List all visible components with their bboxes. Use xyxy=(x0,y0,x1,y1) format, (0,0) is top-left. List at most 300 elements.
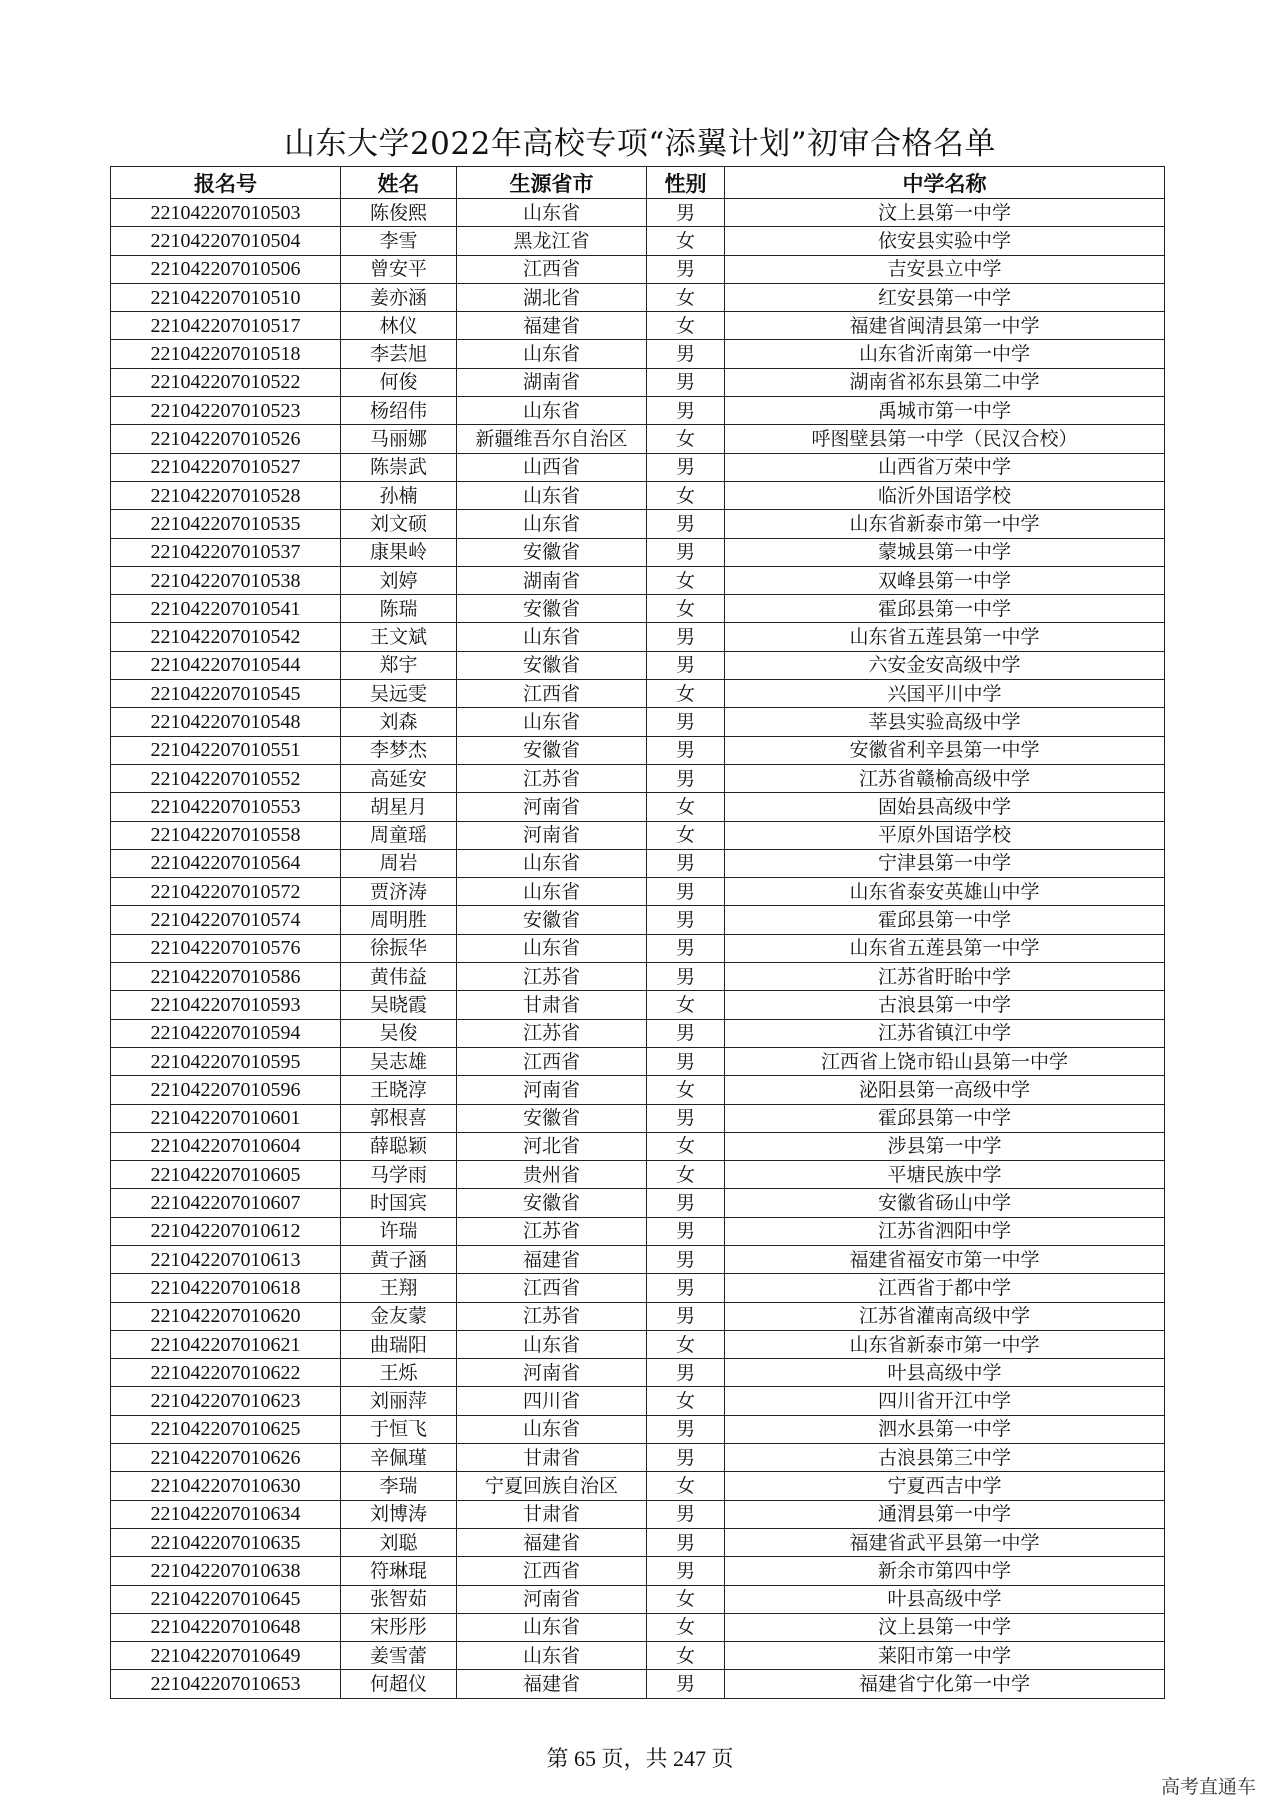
province-cell: 山东省 xyxy=(457,1415,647,1443)
gender-cell: 女 xyxy=(647,1585,725,1613)
province-cell: 湖南省 xyxy=(457,368,647,396)
table-row xyxy=(111,283,1165,311)
school-cell: 吉安县立中学 xyxy=(725,255,1165,283)
gender-cell: 女 xyxy=(647,1613,725,1641)
registration-number-cell: 221042207010586 xyxy=(111,963,341,991)
school-cell: 泗水县第一中学 xyxy=(725,1415,1165,1443)
school-cell: 泌阳县第一高级中学 xyxy=(725,1076,1165,1104)
school-cell: 新余市第四中学 xyxy=(725,1557,1165,1585)
school-cell: 江苏省赣榆高级中学 xyxy=(725,764,1165,792)
province-cell: 福建省 xyxy=(457,312,647,340)
gender-cell: 女 xyxy=(647,1472,725,1500)
gender-cell: 女 xyxy=(647,227,725,255)
school-cell: 福建省福安市第一中学 xyxy=(725,1245,1165,1273)
registration-number-cell: 221042207010545 xyxy=(111,680,341,708)
gender-cell: 男 xyxy=(647,1274,725,1302)
gender-cell: 女 xyxy=(647,1330,725,1358)
province-cell: 山东省 xyxy=(457,481,647,509)
name-cell: 黄伟益 xyxy=(341,963,457,991)
name-cell: 王烁 xyxy=(341,1359,457,1387)
table-row xyxy=(111,1245,1165,1273)
watermark: 高考直通车 xyxy=(1160,1776,1256,1798)
gender-cell: 男 xyxy=(647,1359,725,1387)
school-cell: 霍邱县第一中学 xyxy=(725,1104,1165,1132)
table-row xyxy=(111,934,1165,962)
header-registration-number: 报名号 xyxy=(111,167,341,199)
registration-number-cell: 221042207010526 xyxy=(111,425,341,453)
name-cell: 薛聪颖 xyxy=(341,1132,457,1160)
registration-number-cell: 221042207010572 xyxy=(111,878,341,906)
registration-number-cell: 221042207010613 xyxy=(111,1245,341,1273)
roster-table xyxy=(110,166,1165,1699)
province-cell: 河南省 xyxy=(457,1585,647,1613)
page-title: 山东大学2022年高校专项“添翼计划”初审合格名单 xyxy=(283,126,997,162)
name-cell: 何俊 xyxy=(341,368,457,396)
name-cell: 吴志雄 xyxy=(341,1047,457,1075)
school-cell: 平原外国语学校 xyxy=(725,821,1165,849)
province-cell: 新疆维吾尔自治区 xyxy=(457,425,647,453)
registration-number-cell: 221042207010564 xyxy=(111,849,341,877)
school-cell: 江苏省盱眙中学 xyxy=(725,963,1165,991)
table-row xyxy=(111,368,1165,396)
table-row xyxy=(111,255,1165,283)
registration-number-cell: 221042207010595 xyxy=(111,1047,341,1075)
school-cell: 叶县高级中学 xyxy=(725,1359,1165,1387)
registration-number-cell: 221042207010523 xyxy=(111,397,341,425)
province-cell: 山东省 xyxy=(457,708,647,736)
school-cell: 叶县高级中学 xyxy=(725,1585,1165,1613)
table-row xyxy=(111,510,1165,538)
table-row xyxy=(111,878,1165,906)
province-cell: 山东省 xyxy=(457,199,647,227)
school-cell: 江西省上饶市铅山县第一中学 xyxy=(725,1047,1165,1075)
gender-cell: 男 xyxy=(647,849,725,877)
table-row xyxy=(111,963,1165,991)
name-cell: 姜亦涵 xyxy=(341,283,457,311)
name-cell: 刘聪 xyxy=(341,1528,457,1556)
province-cell: 安徽省 xyxy=(457,538,647,566)
registration-number-cell: 221042207010612 xyxy=(111,1217,341,1245)
table-row xyxy=(111,1217,1165,1245)
table-row xyxy=(111,453,1165,481)
name-cell: 刘博涛 xyxy=(341,1500,457,1528)
gender-cell: 女 xyxy=(647,991,725,1019)
table-row xyxy=(111,793,1165,821)
gender-cell: 男 xyxy=(647,1500,725,1528)
province-cell: 安徽省 xyxy=(457,736,647,764)
registration-number-cell: 221042207010517 xyxy=(111,312,341,340)
gender-cell: 男 xyxy=(647,199,725,227)
school-cell: 古浪县第一中学 xyxy=(725,991,1165,1019)
registration-number-cell: 221042207010601 xyxy=(111,1104,341,1132)
province-cell: 福建省 xyxy=(457,1670,647,1698)
gender-cell: 男 xyxy=(647,397,725,425)
table-row xyxy=(111,1415,1165,1443)
name-cell: 李雪 xyxy=(341,227,457,255)
gender-cell: 男 xyxy=(647,878,725,906)
school-cell: 山东省新泰市第一中学 xyxy=(725,510,1165,538)
province-cell: 江西省 xyxy=(457,1047,647,1075)
gender-cell: 男 xyxy=(647,1415,725,1443)
school-cell: 禹城市第一中学 xyxy=(725,397,1165,425)
gender-cell: 男 xyxy=(647,764,725,792)
school-cell: 安徽省砀山中学 xyxy=(725,1189,1165,1217)
table-row xyxy=(111,1161,1165,1189)
registration-number-cell: 221042207010527 xyxy=(111,453,341,481)
province-cell: 贵州省 xyxy=(457,1161,647,1189)
province-cell: 江西省 xyxy=(457,680,647,708)
registration-number-cell: 221042207010510 xyxy=(111,283,341,311)
school-cell: 依安县实验中学 xyxy=(725,227,1165,255)
table-row xyxy=(111,736,1165,764)
province-cell: 江苏省 xyxy=(457,764,647,792)
registration-number-cell: 221042207010553 xyxy=(111,793,341,821)
registration-number-cell: 221042207010623 xyxy=(111,1387,341,1415)
name-cell: 李芸旭 xyxy=(341,340,457,368)
province-cell: 河南省 xyxy=(457,1076,647,1104)
name-cell: 陈瑞 xyxy=(341,595,457,623)
page-number: 第 65 页，共 247 页 xyxy=(546,1746,734,1771)
school-cell: 山东省泰安英雄山中学 xyxy=(725,878,1165,906)
registration-number-cell: 221042207010544 xyxy=(111,651,341,679)
province-cell: 江苏省 xyxy=(457,1302,647,1330)
table-row xyxy=(111,991,1165,1019)
name-cell: 王翔 xyxy=(341,1274,457,1302)
registration-number-cell: 221042207010518 xyxy=(111,340,341,368)
name-cell: 符琳琨 xyxy=(341,1557,457,1585)
name-cell: 王晓淳 xyxy=(341,1076,457,1104)
table-row xyxy=(111,849,1165,877)
gender-cell: 男 xyxy=(647,1019,725,1047)
school-cell: 莘县实验高级中学 xyxy=(725,708,1165,736)
school-cell: 山东省新泰市第一中学 xyxy=(725,1330,1165,1358)
school-cell: 福建省宁化第一中学 xyxy=(725,1670,1165,1698)
name-cell: 金友蒙 xyxy=(341,1302,457,1330)
table-row xyxy=(111,821,1165,849)
registration-number-cell: 221042207010558 xyxy=(111,821,341,849)
school-cell: 蒙城县第一中学 xyxy=(725,538,1165,566)
registration-number-cell: 221042207010634 xyxy=(111,1500,341,1528)
registration-number-cell: 221042207010593 xyxy=(111,991,341,1019)
name-cell: 黄子涵 xyxy=(341,1245,457,1273)
province-cell: 山东省 xyxy=(457,510,647,538)
name-cell: 刘丽萍 xyxy=(341,1387,457,1415)
gender-cell: 女 xyxy=(647,595,725,623)
registration-number-cell: 221042207010622 xyxy=(111,1359,341,1387)
registration-number-cell: 221042207010626 xyxy=(111,1444,341,1472)
table-row xyxy=(111,1019,1165,1047)
gender-cell: 女 xyxy=(647,793,725,821)
table-row xyxy=(111,312,1165,340)
province-cell: 安徽省 xyxy=(457,651,647,679)
table-row xyxy=(111,227,1165,255)
province-cell: 湖南省 xyxy=(457,566,647,594)
province-cell: 山东省 xyxy=(457,623,647,651)
table-row xyxy=(111,1642,1165,1670)
gender-cell: 女 xyxy=(647,680,725,708)
province-cell: 湖北省 xyxy=(457,283,647,311)
registration-number-cell: 221042207010645 xyxy=(111,1585,341,1613)
gender-cell: 女 xyxy=(647,1076,725,1104)
school-cell: 六安金安高级中学 xyxy=(725,651,1165,679)
registration-number-cell: 221042207010621 xyxy=(111,1330,341,1358)
province-cell: 宁夏回族自治区 xyxy=(457,1472,647,1500)
registration-number-cell: 221042207010630 xyxy=(111,1472,341,1500)
table-row xyxy=(111,1359,1165,1387)
registration-number-cell: 221042207010648 xyxy=(111,1613,341,1641)
school-cell: 汶上县第一中学 xyxy=(725,199,1165,227)
name-cell: 陈俊熙 xyxy=(341,199,457,227)
name-cell: 康果岭 xyxy=(341,538,457,566)
gender-cell: 女 xyxy=(647,1161,725,1189)
gender-cell: 男 xyxy=(647,1670,725,1698)
registration-number-cell: 221042207010649 xyxy=(111,1642,341,1670)
name-cell: 许瑞 xyxy=(341,1217,457,1245)
name-cell: 李瑞 xyxy=(341,1472,457,1500)
table-row xyxy=(111,481,1165,509)
table-row xyxy=(111,1302,1165,1330)
name-cell: 贾济涛 xyxy=(341,878,457,906)
name-cell: 周童瑶 xyxy=(341,821,457,849)
registration-number-cell: 221042207010604 xyxy=(111,1132,341,1160)
gender-cell: 男 xyxy=(647,1528,725,1556)
registration-number-cell: 221042207010503 xyxy=(111,199,341,227)
table-row xyxy=(111,906,1165,934)
table-row xyxy=(111,1670,1165,1698)
gender-cell: 女 xyxy=(647,312,725,340)
name-cell: 吴俊 xyxy=(341,1019,457,1047)
gender-cell: 男 xyxy=(647,623,725,651)
registration-number-cell: 221042207010620 xyxy=(111,1302,341,1330)
registration-number-cell: 221042207010653 xyxy=(111,1670,341,1698)
name-cell: 刘文硕 xyxy=(341,510,457,538)
table-row xyxy=(111,1585,1165,1613)
table-row xyxy=(111,1189,1165,1217)
table-row xyxy=(111,1528,1165,1556)
province-cell: 山东省 xyxy=(457,1330,647,1358)
name-cell: 高延安 xyxy=(341,764,457,792)
header-name: 姓名 xyxy=(341,167,457,199)
gender-cell: 女 xyxy=(647,425,725,453)
table-row xyxy=(111,764,1165,792)
gender-cell: 男 xyxy=(647,340,725,368)
name-cell: 辛佩瑾 xyxy=(341,1444,457,1472)
registration-number-cell: 221042207010542 xyxy=(111,623,341,651)
table-row xyxy=(111,340,1165,368)
province-cell: 四川省 xyxy=(457,1387,647,1415)
school-cell: 四川省开江中学 xyxy=(725,1387,1165,1415)
gender-cell: 女 xyxy=(647,1387,725,1415)
province-cell: 福建省 xyxy=(457,1245,647,1273)
name-cell: 孙楠 xyxy=(341,481,457,509)
school-cell: 山东省沂南第一中学 xyxy=(725,340,1165,368)
name-cell: 陈崇武 xyxy=(341,453,457,481)
name-cell: 刘婷 xyxy=(341,566,457,594)
table-row xyxy=(111,566,1165,594)
name-cell: 马丽娜 xyxy=(341,425,457,453)
registration-number-cell: 221042207010535 xyxy=(111,510,341,538)
name-cell: 杨绍伟 xyxy=(341,397,457,425)
school-cell: 宁津县第一中学 xyxy=(725,849,1165,877)
gender-cell: 男 xyxy=(647,368,725,396)
gender-cell: 男 xyxy=(647,1245,725,1273)
name-cell: 曲瑞阳 xyxy=(341,1330,457,1358)
province-cell: 山西省 xyxy=(457,453,647,481)
school-cell: 呼图壁县第一中学（民汉合校） xyxy=(725,425,1165,453)
table-row xyxy=(111,425,1165,453)
registration-number-cell: 221042207010635 xyxy=(111,1528,341,1556)
province-cell: 河北省 xyxy=(457,1132,647,1160)
school-cell: 湖南省祁东县第二中学 xyxy=(725,368,1165,396)
gender-cell: 男 xyxy=(647,1302,725,1330)
province-cell: 山东省 xyxy=(457,849,647,877)
province-cell: 山东省 xyxy=(457,340,647,368)
table-row xyxy=(111,199,1165,227)
province-cell: 甘肃省 xyxy=(457,1500,647,1528)
name-cell: 宋彤彤 xyxy=(341,1613,457,1641)
table-row xyxy=(111,397,1165,425)
school-cell: 莱阳市第一中学 xyxy=(725,1642,1165,1670)
school-cell: 江苏省灌南高级中学 xyxy=(725,1302,1165,1330)
gender-cell: 男 xyxy=(647,651,725,679)
gender-cell: 女 xyxy=(647,1132,725,1160)
gender-cell: 男 xyxy=(647,510,725,538)
table-row xyxy=(111,680,1165,708)
province-cell: 江西省 xyxy=(457,255,647,283)
name-cell: 周明胜 xyxy=(341,906,457,934)
school-cell: 霍邱县第一中学 xyxy=(725,595,1165,623)
name-cell: 何超仪 xyxy=(341,1670,457,1698)
registration-number-cell: 221042207010576 xyxy=(111,934,341,962)
school-cell: 山西省万荣中学 xyxy=(725,453,1165,481)
registration-number-cell: 221042207010552 xyxy=(111,764,341,792)
school-cell: 红安县第一中学 xyxy=(725,283,1165,311)
name-cell: 郭根喜 xyxy=(341,1104,457,1132)
province-cell: 山东省 xyxy=(457,397,647,425)
table-row xyxy=(111,1104,1165,1132)
province-cell: 江西省 xyxy=(457,1274,647,1302)
registration-number-cell: 221042207010541 xyxy=(111,595,341,623)
province-cell: 江西省 xyxy=(457,1557,647,1585)
province-cell: 山东省 xyxy=(457,1613,647,1641)
school-cell: 福建省武平县第一中学 xyxy=(725,1528,1165,1556)
name-cell: 吴远雯 xyxy=(341,680,457,708)
gender-cell: 男 xyxy=(647,708,725,736)
name-cell: 李梦杰 xyxy=(341,736,457,764)
registration-number-cell: 221042207010618 xyxy=(111,1274,341,1302)
table-row xyxy=(111,1047,1165,1075)
province-cell: 河南省 xyxy=(457,821,647,849)
table-row xyxy=(111,595,1165,623)
name-cell: 徐振华 xyxy=(341,934,457,962)
registration-number-cell: 221042207010605 xyxy=(111,1161,341,1189)
gender-cell: 男 xyxy=(647,1189,725,1217)
name-cell: 吴晓霞 xyxy=(341,991,457,1019)
table-row xyxy=(111,1557,1165,1585)
school-cell: 双峰县第一中学 xyxy=(725,566,1165,594)
province-cell: 江苏省 xyxy=(457,1217,647,1245)
registration-number-cell: 221042207010551 xyxy=(111,736,341,764)
school-cell: 山东省五莲县第一中学 xyxy=(725,934,1165,962)
name-cell: 于恒飞 xyxy=(341,1415,457,1443)
gender-cell: 男 xyxy=(647,255,725,283)
province-cell: 甘肃省 xyxy=(457,991,647,1019)
school-cell: 宁夏西吉中学 xyxy=(725,1472,1165,1500)
table-row xyxy=(111,1613,1165,1641)
gender-cell: 女 xyxy=(647,566,725,594)
school-cell: 汶上县第一中学 xyxy=(725,1613,1165,1641)
province-cell: 江苏省 xyxy=(457,1019,647,1047)
province-cell: 山东省 xyxy=(457,1642,647,1670)
table-row xyxy=(111,1387,1165,1415)
gender-cell: 男 xyxy=(647,906,725,934)
school-cell: 古浪县第三中学 xyxy=(725,1444,1165,1472)
table-row xyxy=(111,1076,1165,1104)
gender-cell: 男 xyxy=(647,1217,725,1245)
province-cell: 河南省 xyxy=(457,793,647,821)
registration-number-cell: 221042207010537 xyxy=(111,538,341,566)
registration-number-cell: 221042207010596 xyxy=(111,1076,341,1104)
gender-cell: 男 xyxy=(647,453,725,481)
province-cell: 安徽省 xyxy=(457,595,647,623)
registration-number-cell: 221042207010504 xyxy=(111,227,341,255)
name-cell: 王文斌 xyxy=(341,623,457,651)
registration-number-cell: 221042207010528 xyxy=(111,481,341,509)
table-row xyxy=(111,1132,1165,1160)
school-cell: 江西省于都中学 xyxy=(725,1274,1165,1302)
table-row xyxy=(111,1472,1165,1500)
registration-number-cell: 221042207010625 xyxy=(111,1415,341,1443)
school-cell: 通渭县第一中学 xyxy=(725,1500,1165,1528)
province-cell: 河南省 xyxy=(457,1359,647,1387)
name-cell: 曾安平 xyxy=(341,255,457,283)
registration-number-cell: 221042207010574 xyxy=(111,906,341,934)
gender-cell: 女 xyxy=(647,1642,725,1670)
registration-number-cell: 221042207010506 xyxy=(111,255,341,283)
province-cell: 甘肃省 xyxy=(457,1444,647,1472)
province-cell: 安徽省 xyxy=(457,1104,647,1132)
header-province: 生源省市 xyxy=(457,167,647,199)
province-cell: 黑龙江省 xyxy=(457,227,647,255)
registration-number-cell: 221042207010538 xyxy=(111,566,341,594)
name-cell: 林仪 xyxy=(341,312,457,340)
province-cell: 安徽省 xyxy=(457,1189,647,1217)
table-row xyxy=(111,1500,1165,1528)
header-gender: 性别 xyxy=(647,167,725,199)
gender-cell: 女 xyxy=(647,283,725,311)
school-cell: 涉县第一中学 xyxy=(725,1132,1165,1160)
gender-cell: 男 xyxy=(647,1444,725,1472)
table-row xyxy=(111,1330,1165,1358)
table-row xyxy=(111,708,1165,736)
name-cell: 姜雪蕾 xyxy=(341,1642,457,1670)
name-cell: 胡星月 xyxy=(341,793,457,821)
school-cell: 兴国平川中学 xyxy=(725,680,1165,708)
gender-cell: 女 xyxy=(647,821,725,849)
table-row xyxy=(111,623,1165,651)
school-cell: 江苏省泗阳中学 xyxy=(725,1217,1165,1245)
name-cell: 张智茹 xyxy=(341,1585,457,1613)
province-cell: 江苏省 xyxy=(457,963,647,991)
province-cell: 安徽省 xyxy=(457,906,647,934)
gender-cell: 男 xyxy=(647,1047,725,1075)
registration-number-cell: 221042207010548 xyxy=(111,708,341,736)
table-row xyxy=(111,651,1165,679)
province-cell: 山东省 xyxy=(457,878,647,906)
school-cell: 霍邱县第一中学 xyxy=(725,906,1165,934)
table-row xyxy=(111,538,1165,566)
registration-number-cell: 221042207010594 xyxy=(111,1019,341,1047)
